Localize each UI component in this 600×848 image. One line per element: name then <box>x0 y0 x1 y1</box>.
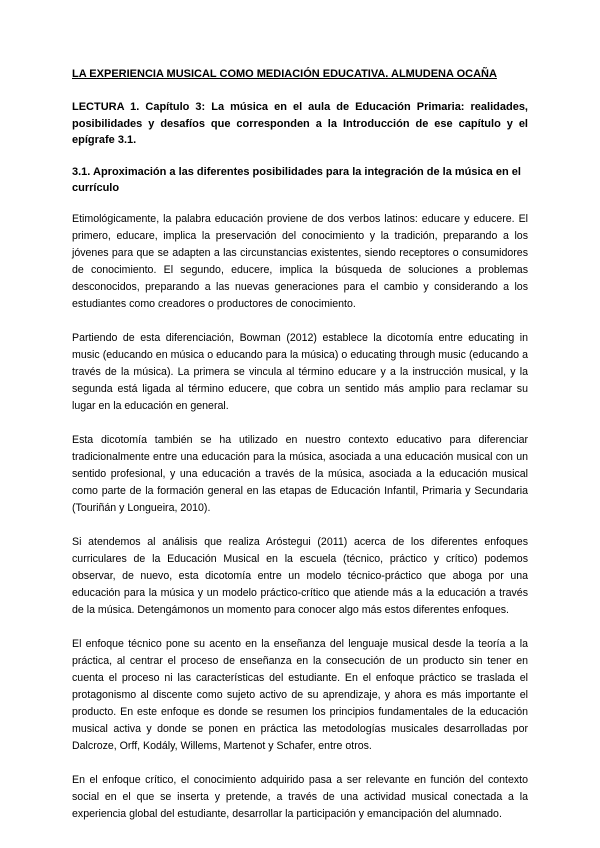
lecture-heading: LECTURA 1. Capítulo 3: La música en el aula de Educación Primaria: realidades, posibilidades y desafíos que corresponden a la Introducción de ese capítulo y el epígrafe 3.1. <box>72 101 528 146</box>
paragraph-technical-approach: El enfoque técnico pone su acento en la enseñanza del lenguaje musical desde la teoría a la práctica, al centrar el proceso de enseñanza en la consecución de un producto sin tener en cuenta el proceso ni las características del estudiante. En el enfoque práctico se traslada el protagonismo al discente como sujeto activo de su aprendizaje, y ahora es más importante el producto. En este enfoque es donde se resumen los principios fundamentales de la educación musical activa y donde se ponen en práctica las metodologías musicales desarrolladas por Dalcroze, Orff, Kodály, Willems, Martenot y Schafer, entre otros. <box>72 637 528 752</box>
document-page <box>72 66 528 840</box>
paragraph-critical-approach: En el enfoque crítico, el conocimiento adquirido pasa a ser relevante en función del contexto social en el que se inserta y pretende, a través de una actividad musical conectada a la experiencia global del estudiante, desarrollar la participación y emancipación del alumnado. <box>72 773 528 820</box>
paragraph-bowman: Partiendo de esta diferenciación, Bowman (2012) establece la dicotomía entre educating in music (educando en música o educando para la música) o educating through music (educando a través de la música). La primera se vincula al término educare y a la instrucción musical, y la segunda está ligada al término educere, que cobra un sentido más amplio para reclamar su lugar en la educación en general. <box>72 331 528 412</box>
section-heading: 3.1. Aproximación a las diferentes posibilidades para la integración de la música en el currículo <box>72 165 521 194</box>
paragraph-etymology: Etimológicamente, la palabra educación proviene de dos verbos latinos: educare y educere. El primero, educare, implica la preservación del conocimiento y la tradición, preparando a los jóvenes para que se adapten a las circunstancias existentes, siendo receptores o consumidores de conocimiento. El segundo, educere, implica la búsqueda de soluciones a problemas desconocidos, preparando a las nuevas generaciones para el cambio y considerando a los estudiantes como creadores o productores de conocimiento. <box>72 212 528 310</box>
paragraph-arostegui: Si atendemos al análisis que realiza Aróstegui (2011) acerca de los diferentes enfoques curriculares de la Educación Musical en la escuela (técnico, práctico y crítico) podemos observar, de nuevo, esta dicotomía entre un modelo técnico-práctico que aboga por una educación para la música y un modelo práctico-crítico que atiende más a la educación a través de la música. Detengámonos un momento para conocer algo más estos diferentes enfoques. <box>72 535 528 616</box>
paragraph-dichotomy: Esta dicotomía también se ha utilizado en nuestro contexto educativo para diferenciar tradicionalmente entre una educación para la música, asociada a una educación musical con un sentido profesional, y una educación a través de la música, asociada a la educación musical como parte de la formación general en las etapas de Educación Infantil, Primaria y Secundaria (Touriñán y Longueira, 2010). <box>72 433 528 514</box>
document-title: LA EXPERIENCIA MUSICAL COMO MEDIACIÓN EDUCATIVA. ALMUDENA OCAÑA <box>72 68 497 80</box>
